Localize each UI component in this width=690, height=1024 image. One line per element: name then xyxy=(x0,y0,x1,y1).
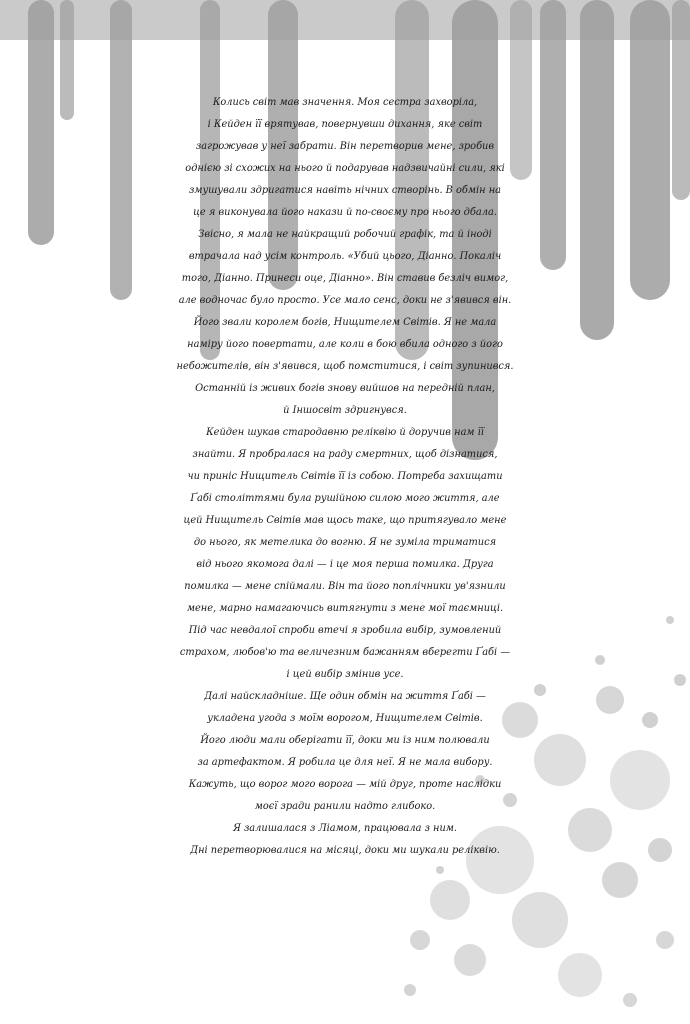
text-line: чи приніс Нищитель Світів її із собою. Потреба захищати xyxy=(187,471,503,482)
text-line: втрачала над усім контроль. «Убий цього, Діанно. Покаліч xyxy=(188,251,502,262)
text-line: знайти. Я пробралася на раду смертних, щоб дізнатися, xyxy=(192,449,498,460)
paragraph-first-line: Далі найскладніше. Ще один обмін на життя Ґабі — xyxy=(204,691,486,702)
text-line: наміру його повертати, але коли в бою вбила одного з його xyxy=(187,339,503,350)
text-line: помилка — мене спіймали. Він та його поплічники ув'язнили xyxy=(184,581,506,592)
text-line: Під час невдалої спроби втечі я зробила вибір, зумовлений xyxy=(188,625,502,636)
text-line: але водночас було просто. Усе мало сенс, доки не з'явився він. xyxy=(178,295,512,306)
text-line: і цей вибір змінив усе. xyxy=(286,669,404,680)
text-line: страхом, любов'ю та величезним бажанням вберегти Ґабі — xyxy=(179,647,511,658)
text-line: Останній із живих богів знову вийшов на передній план, xyxy=(195,383,495,394)
text-line: до нього, як метелика до вогню. Я не зуміла триматися xyxy=(193,537,497,548)
text-line: моєї зради ранили надто глибоко. xyxy=(254,801,436,812)
text-line: Ґабі століттями була рушійною силою мого життя, але xyxy=(190,493,500,504)
paragraph-first-line: Колись світ мав значення. Моя сестра захворіла, xyxy=(212,97,478,108)
text-line: Його люди мали оберігати її, доки ми із ним полювали xyxy=(200,735,490,746)
text-line: того, Діанно. Принеси оце, Діанно». Він ставив безліч вимог, xyxy=(181,273,509,284)
text-line: небожителів, він з'явився, щоб помститися, і світ зупинився. xyxy=(176,361,514,372)
text-line: Кажуть, що ворог мого ворога — мій друг, проте наслідки xyxy=(188,779,502,790)
text-line: Дні перетворювалися на місяці, доки ми шукали реліквію. xyxy=(190,845,500,856)
text-line: за артефактом. Я робила це для неї. Я не мала вибору. xyxy=(197,757,493,768)
text-line: Звісно, я мала не найкращий робочий графік, та й іноді xyxy=(198,229,492,240)
text-line: цей Нищитель Світів мав щось таке, що притягувало мене xyxy=(183,515,507,526)
text-line: це я виконувала його накази й по-своєму про нього дбала. xyxy=(193,207,497,218)
paragraph-first-line: Його звали королем богів, Нищителем Світів. Я не мала xyxy=(193,317,497,328)
text-line: змушували здригатися навіть нічних створінь. В обмін на xyxy=(189,185,501,196)
text-line: загрожував у неї забрати. Він перетворив мене, зробив xyxy=(195,141,495,152)
text-line: Я залишалася з Ліамом, працювала з ним. xyxy=(232,823,458,834)
text-line: й Іншосвіт здригнувся. xyxy=(283,405,407,416)
text-line: від нього якомога далі — і це моя перша помилка. Друга xyxy=(196,559,494,570)
text-line: однією зі схожих на нього й подарував надзвичайні сили, які xyxy=(185,163,505,174)
text-line: і Кейден її врятував, повернувши дихання, яке світ xyxy=(207,119,483,130)
text-line: мене, марно намагаючись витягнути з мене мої таємниці. xyxy=(186,603,504,614)
paragraph-first-line: Кейден шукав стародавню реліквію й доручив нам її xyxy=(206,427,484,438)
text-line: укладена угода з моїм ворогом, Нищителем Світів. xyxy=(207,713,483,724)
